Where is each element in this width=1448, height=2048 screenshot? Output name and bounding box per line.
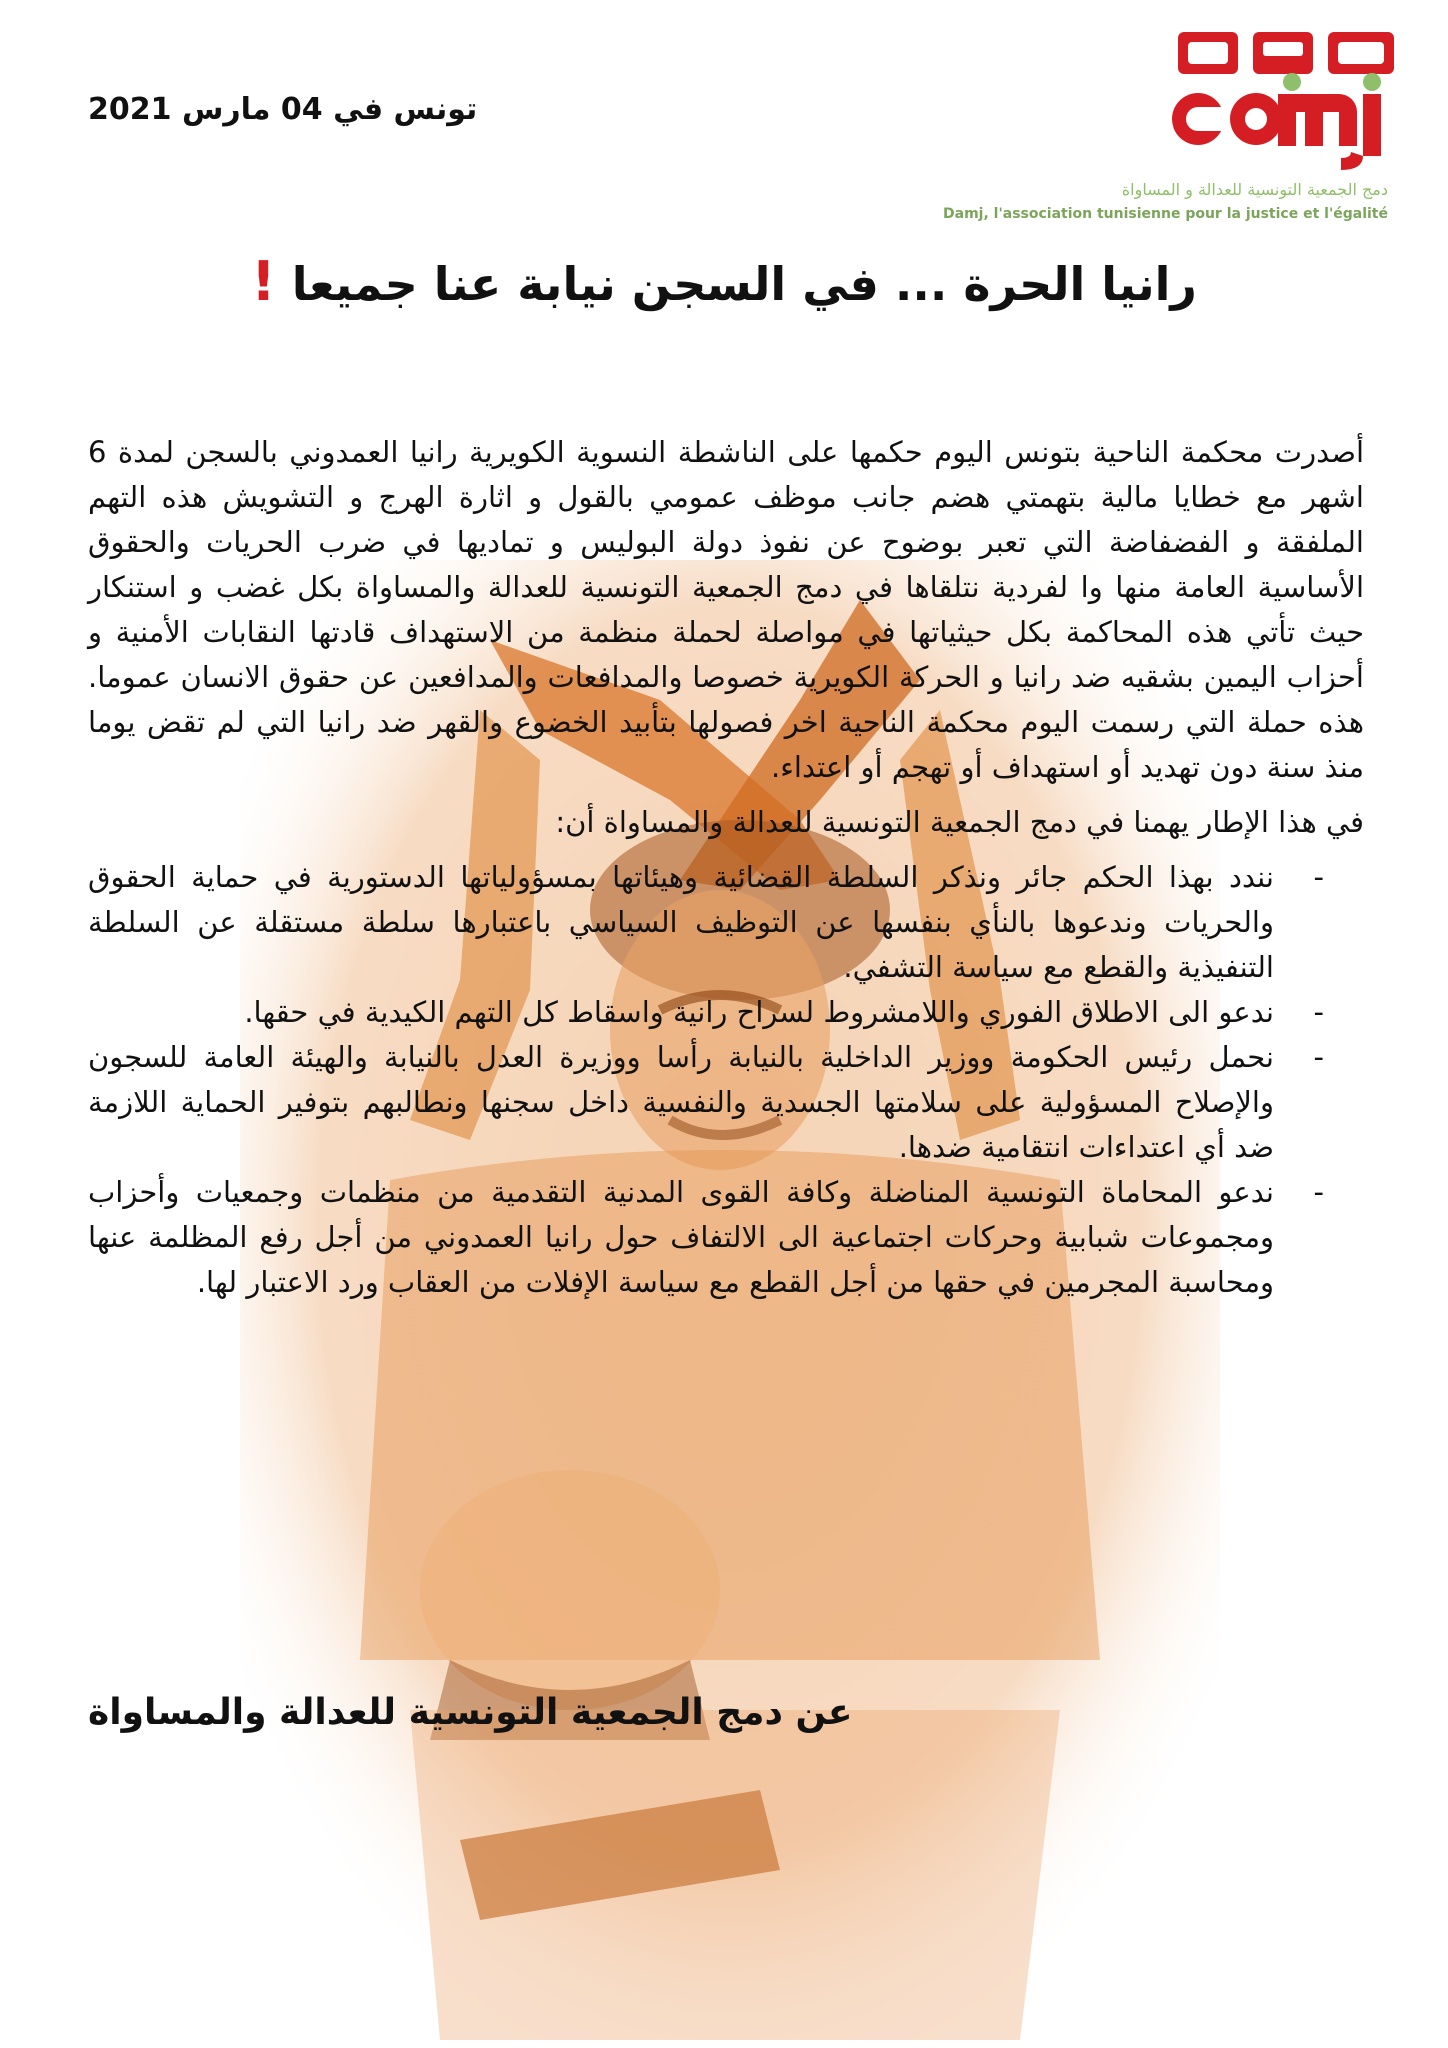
demands-intro: في هذا الإطار يهمنا في دمج الجمعية التونسية للعدالة والمساواة أن:	[555, 805, 1364, 839]
title-text: رانيا الحرة ... في السجن نيابة عنا جميعا	[291, 257, 1197, 311]
list-item	[88, 855, 1364, 990]
logo-tagline-french: Damj, l'association tunisienne pour la justice et l'égalité	[943, 206, 1388, 222]
list-item	[88, 1035, 1364, 1170]
bullet-dash: -	[1313, 1175, 1324, 1209]
damj-logo	[888, 24, 1408, 224]
bullet-dash: -	[1313, 860, 1324, 894]
exclamation-mark: !	[251, 250, 276, 313]
list-item-text: ندعو الى الاطلاق الفوري واللامشروط لسراح رانية واسقاط كل التهم الكيدية في حقها.	[244, 995, 1274, 1029]
list-item-text: نندد بهذا الحكم جائر ونذكر السلطة القضائية وهيئاتها بمسؤولياتها الدستورية في حماية الحقوق والحريات وندعوها بالنأي بنفسها عن التوظيف السياسي باعتبارها سلطة مستقلة عن السلطة التنفيذية والقطع مع سياسة التشفي.	[88, 860, 1274, 984]
bullet-dash: -	[1313, 1040, 1324, 1074]
document-date: تونس في 04 مارس 2021	[88, 92, 478, 127]
list-item	[88, 990, 1364, 1035]
list-item	[88, 1170, 1364, 1305]
bullet-dash: -	[1313, 995, 1324, 1029]
main-paragraph: أصدرت محكمة الناحية بتونس اليوم حكمها على الناشطة النسوية الكويرية رانيا العمدوني بالسجن لمدة 6 اشهر مع خطايا مالية بتهمتي هضم جانب موظف عمومي بالقول و اثارة الهرج و التشويش هذه التهم الملفقة و الفضفاضة التي تعبر بوضوح عن نفوذ دولة البوليس و تماديها في ضرب الحريات والحقوق الأساسية العامة منها وا لفردية نتلقاها في دمج الجمعية التونسية للعدالة والمساواة بكل غضب و استنكار حيث تأتي هذه المحاكمة بكل حيثياتها في مواصلة لحملة منظمة من الاستهداف قادتها النقابات الأمنية و أحزاب اليمين بشقيه ضد رانيا و الحركة الكويرية خصوصا والمدافعات والمدافعين عن حقوق الانسان عموما. هذه حملة التي رسمت اليوم محكمة الناحية اخر فصولها بتأبيد الخضوع والقهر ضد رانيا التي لم تقض يوما منذ سنة دون تهديد أو استهداف أو تهجم أو اعتداء.	[88, 435, 1364, 784]
logo-tagline-arabic: دمج الجمعية التونسية للعدالة و المساواة	[1121, 180, 1388, 199]
page-title	[0, 250, 1448, 313]
list-item-text: نحمل رئيس الحكومة ووزير الداخلية بالنيابة رأسا ووزيرة العدل بالنيابة والهيئة العامة للسجون والإصلاح المسؤولية على سلامتها الجسدية والنفسية داخل سجنها ونطالبهم بتوفير الحماية اللازمة ضد أي اعتداءات انتقامية ضدها.	[88, 1040, 1274, 1164]
damj-logo-mark	[1158, 24, 1408, 174]
signature: عن دمج الجمعية التونسية للعدالة والمساواة	[88, 1692, 853, 1733]
statement-body	[88, 430, 1364, 1305]
demands-list	[88, 855, 1364, 1305]
list-item-text: ندعو المحاماة التونسية المناضلة وكافة القوى المدنية التقدمية من منظمات وجمعيات وأحزاب ومجموعات شبابية وحركات اجتماعية الى الالتفاف حول رانيا العمدوني من أجل رفع المظلمة عنها ومحاسبة المجرمين في حقها من أجل القطع مع سياسة الإفلات من العقاب ورد الاعتبار لها.	[88, 1175, 1274, 1299]
